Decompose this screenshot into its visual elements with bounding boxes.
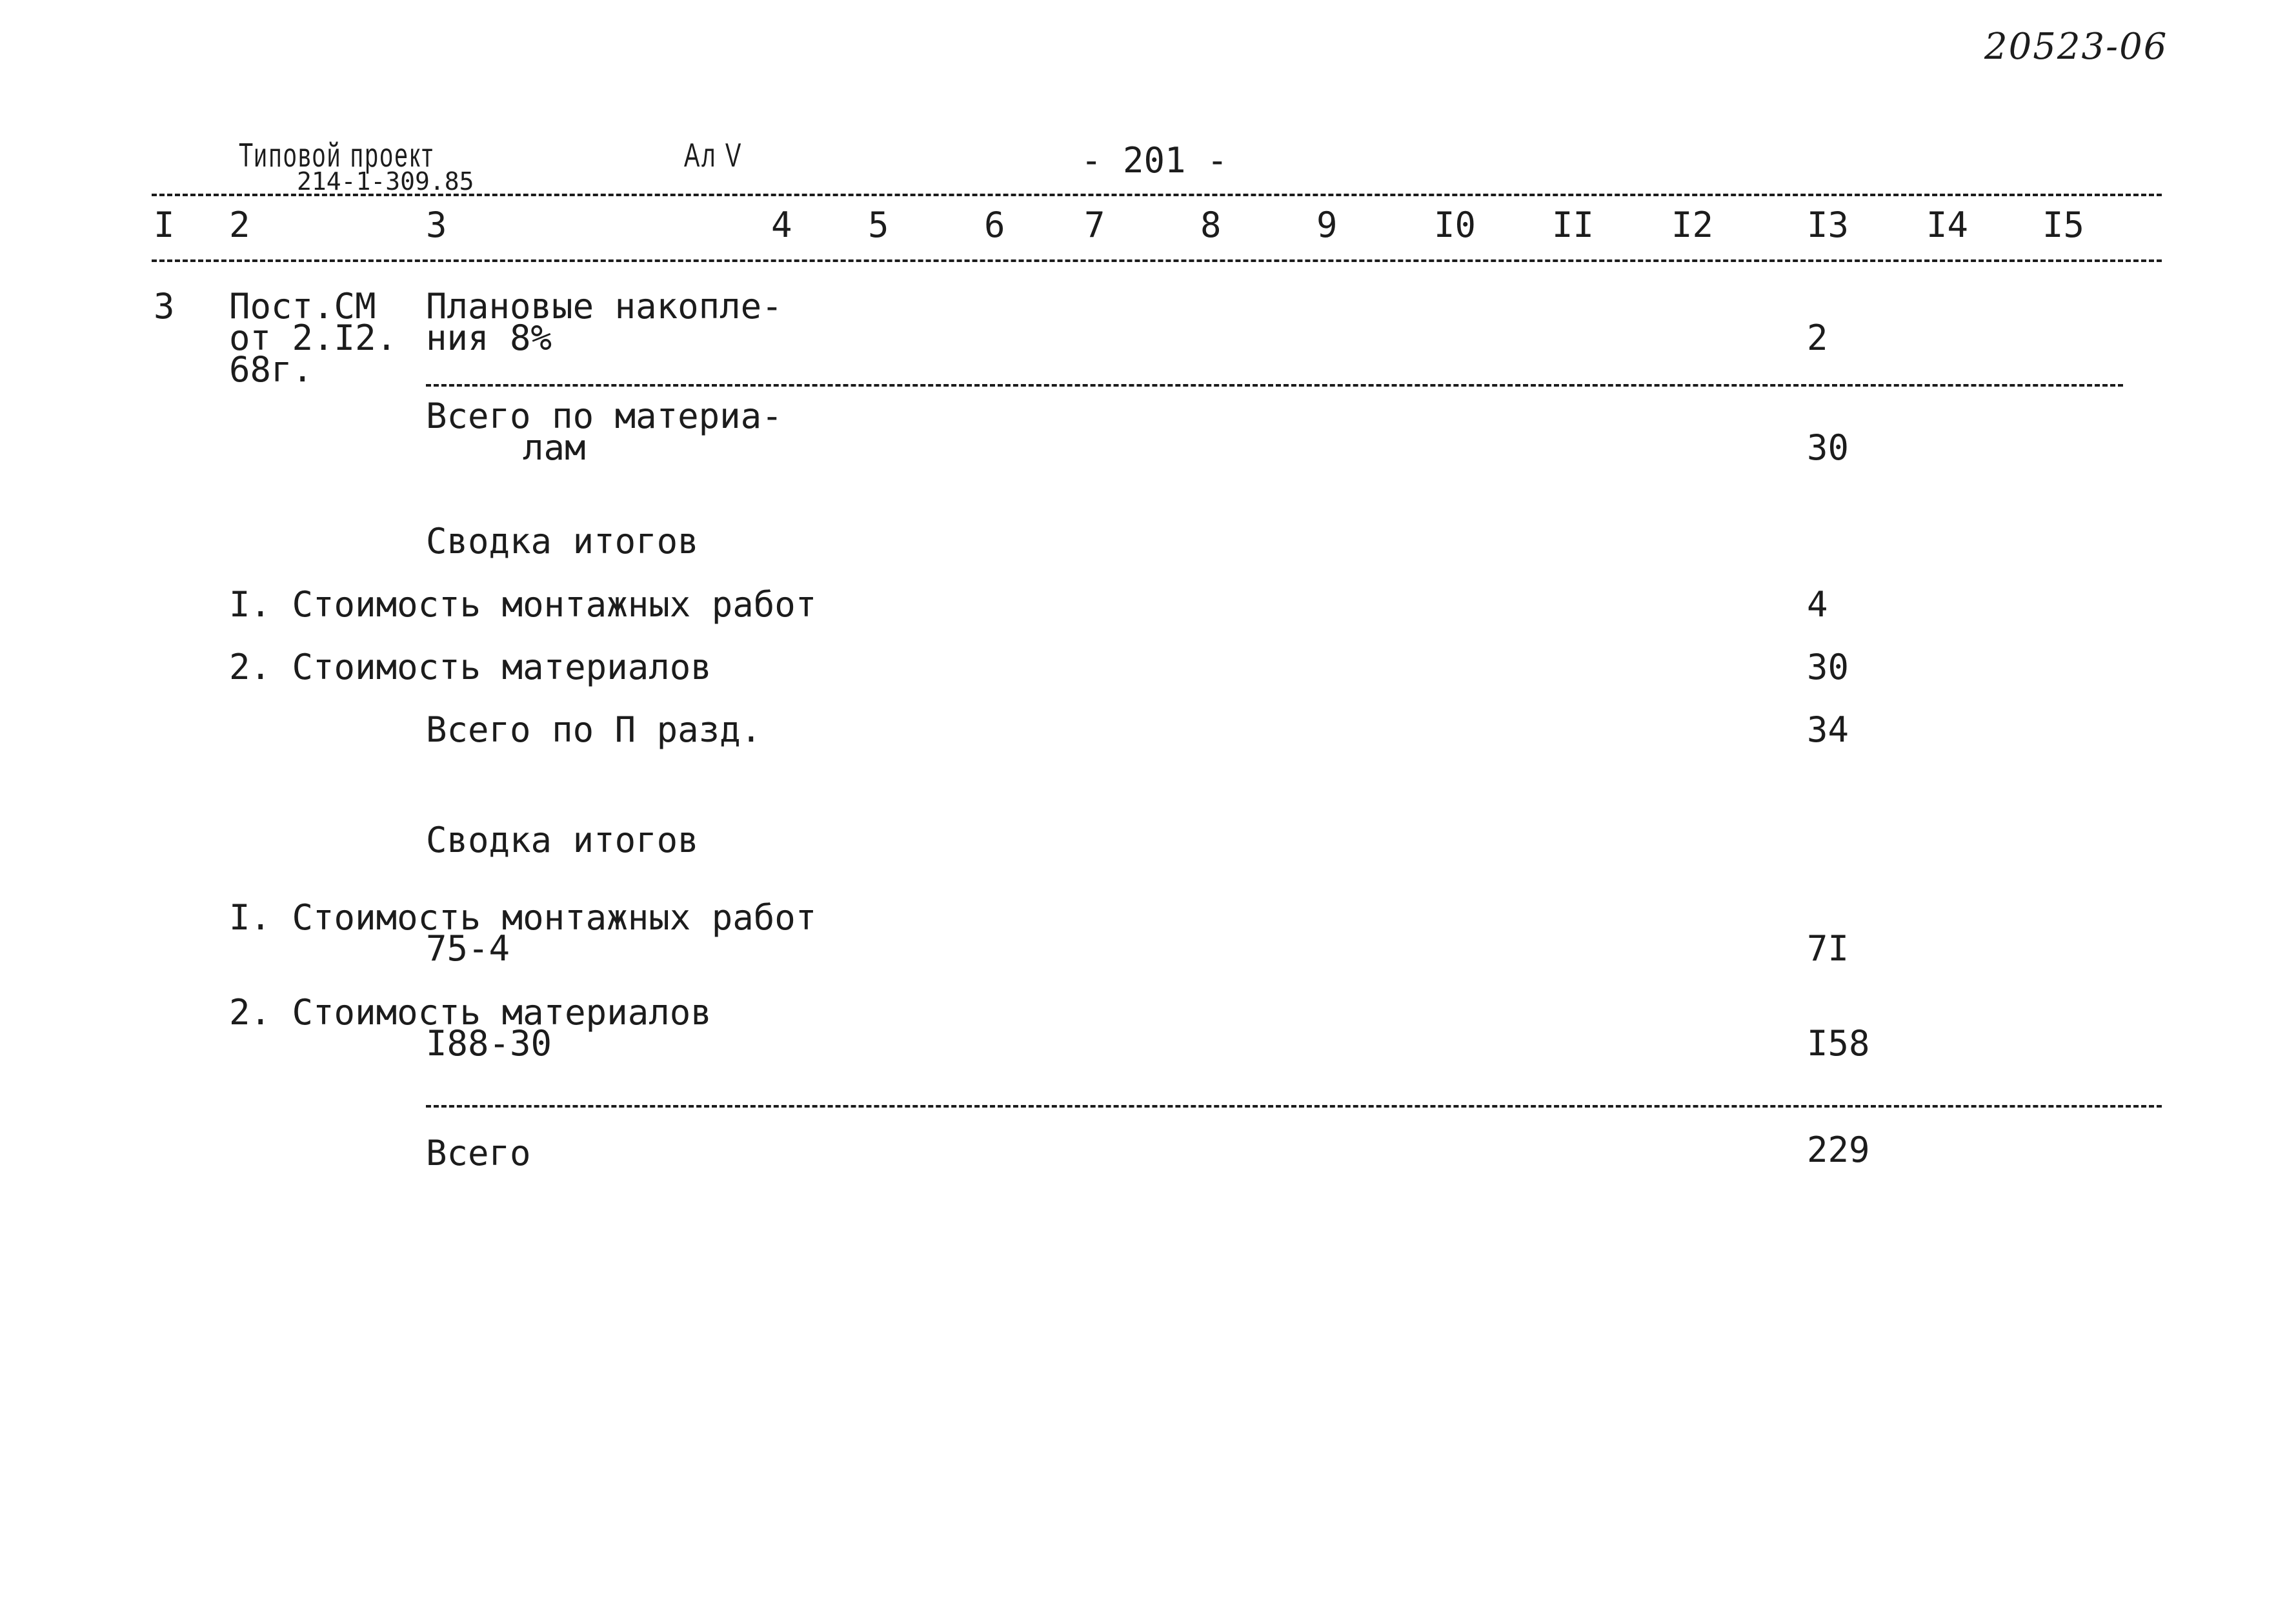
header-bottom-rule	[152, 259, 2162, 262]
header-top-rule	[152, 194, 2162, 196]
column-header-6: 6	[984, 205, 1005, 245]
column-header-8: 8	[1200, 205, 1222, 245]
summary-item-installation-value: 7I	[1807, 928, 1849, 969]
column-header-12: I2	[1671, 205, 1714, 245]
summary-item-materials-value: I58	[1807, 1023, 1870, 1064]
row-basis-line-1: Пост.СМ	[229, 286, 376, 327]
summary-title: Сводка итогов	[426, 521, 699, 562]
summary-item-installation: I. Стоимость монтажных работ	[229, 897, 817, 938]
total-materials-value: 30	[1807, 427, 1849, 468]
column-header-5: 5	[868, 205, 889, 245]
column-header-13: I3	[1807, 205, 1849, 245]
summary-item-materials-sub: I88-30	[426, 1023, 552, 1064]
summary-total-label: Всего по П разд.	[426, 709, 762, 750]
album-label: Ал V	[684, 137, 743, 174]
summary-item-installation-sub: 75-4	[426, 928, 510, 969]
column-header-11: II	[1552, 205, 1595, 245]
summary-item-installation: I. Стоимость монтажных работ	[229, 584, 817, 625]
summary-total-value: 34	[1807, 709, 1849, 750]
row-basis-line-2: от 2.I2.	[229, 318, 398, 358]
project-number: 214-1-309.85	[297, 167, 474, 196]
project-title: Типовой проект	[239, 137, 435, 174]
column-header-14: I4	[1926, 205, 1969, 245]
summary-title: Сводка итогов	[426, 820, 699, 860]
page-number: - 201 -	[1081, 140, 1228, 181]
total-materials-label-line-2: лам	[523, 427, 586, 468]
column-header-10: I0	[1434, 205, 1476, 245]
total-materials-label-line-1: Всего по материа-	[426, 396, 783, 436]
column-header-1: I	[154, 205, 175, 245]
column-header-4: 4	[771, 205, 792, 245]
document-code: 20523-06	[1984, 26, 2168, 68]
grand-total-value: 229	[1807, 1130, 1870, 1170]
column-header-9: 9	[1316, 205, 1338, 245]
grand-total-label: Всего	[426, 1133, 531, 1173]
column-header-15: I5	[2042, 205, 2085, 245]
row-value: 2	[1807, 318, 1828, 358]
summary-item-materials-value: 30	[1807, 647, 1849, 687]
summary-item-materials: 2. Стоимость материалов	[229, 647, 712, 687]
row-basis-line-3: 68г.	[229, 349, 314, 390]
row-separator	[426, 384, 2123, 387]
row-name-line-1: Плановые накопле-	[426, 286, 783, 327]
column-header-3: 3	[426, 205, 447, 245]
column-header-7: 7	[1084, 205, 1105, 245]
row-name-line-2: ния 8%	[426, 318, 552, 358]
summary-item-installation-value: 4	[1807, 584, 1828, 625]
summary-item-materials: 2. Стоимость материалов	[229, 992, 712, 1033]
total-separator	[426, 1105, 2162, 1108]
row-number: 3	[154, 286, 175, 327]
column-header-2: 2	[229, 205, 250, 245]
